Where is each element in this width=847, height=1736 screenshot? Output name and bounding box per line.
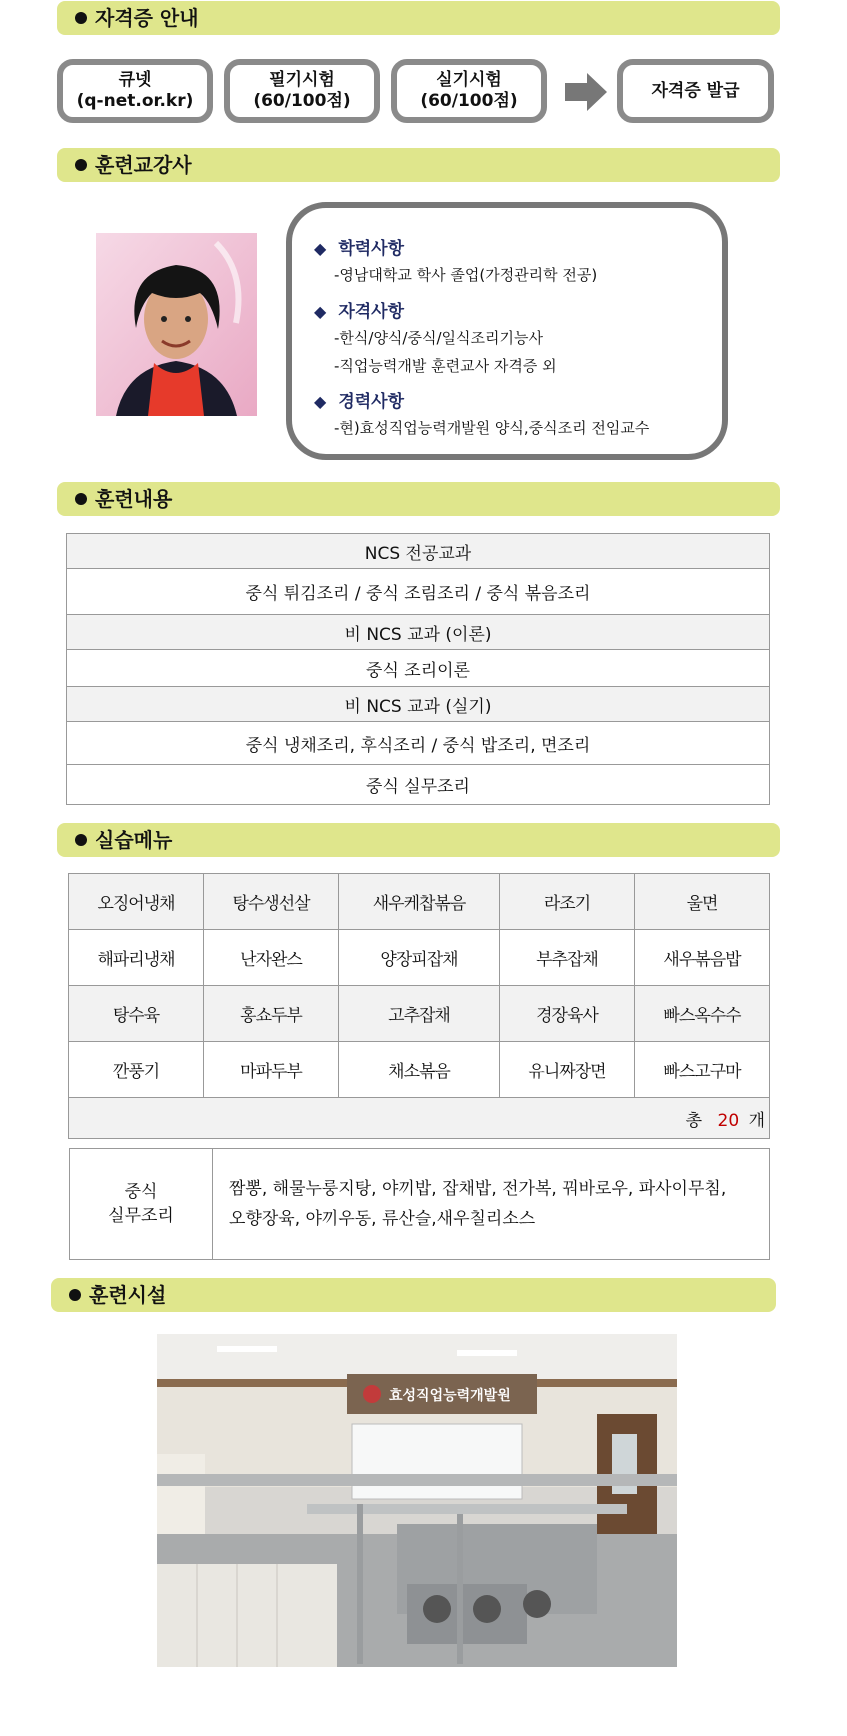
education-heading: ◆ 학력사항 xyxy=(314,239,405,259)
training-content-table xyxy=(66,533,770,805)
education-line: -영남대학교 학사 졸업(가정관리학 전공) xyxy=(334,266,598,284)
menu-cell: 라조기 xyxy=(499,874,634,930)
menu-cell: 마파두부 xyxy=(204,1042,339,1098)
menu-cell: 부추잡채 xyxy=(499,930,634,986)
diamond-icon: ◆ xyxy=(314,392,327,411)
menu-cell: 울면 xyxy=(634,874,769,930)
menu-total: 총 20 개 xyxy=(69,1098,770,1139)
bullet-icon xyxy=(75,159,87,171)
section-header-practice-menu: 실습메뉴 xyxy=(57,823,780,857)
section-header-training-content: 훈련내용 xyxy=(57,482,780,516)
menu-cell: 유니짜장면 xyxy=(499,1042,634,1098)
career-line: -현)효성직업능력개발원 양식,중식조리 전임교수 xyxy=(334,419,650,437)
menu-cell: 난자완스 xyxy=(204,930,339,986)
menu-cell: 탕수육 xyxy=(69,986,204,1042)
license-heading: ◆ 자격사항 xyxy=(314,302,405,322)
menu-cell: 새우볶음밥 xyxy=(634,930,769,986)
menu-cell: 깐풍기 xyxy=(69,1042,204,1098)
bullet-icon xyxy=(75,12,87,24)
instructor-photo xyxy=(96,233,257,416)
instructor-info-box xyxy=(286,202,728,460)
menu-cell: 빠스옥수수 xyxy=(634,986,769,1042)
menu-cell: 홍쇼두부 xyxy=(204,986,339,1042)
diamond-icon: ◆ xyxy=(314,302,327,321)
menu-cell: 오징어냉채 xyxy=(69,874,204,930)
flow-step-qnet: 큐넷 (q-net.or.kr) xyxy=(57,59,213,123)
practice-menu-table xyxy=(68,873,770,1139)
bullet-icon xyxy=(75,493,87,505)
menu-cell: 고추잡채 xyxy=(339,986,500,1042)
table-row: NCS 전공교과 xyxy=(67,534,770,569)
menu-cell: 새우케찹볶음 xyxy=(339,874,500,930)
table-row: 중식 냉채조리, 후식조리 / 중식 밥조리, 면조리 xyxy=(67,722,770,765)
menu-cell: 탕수생선살 xyxy=(204,874,339,930)
practical-cooking-table xyxy=(69,1148,770,1260)
flow-step-practical-exam: 실기시험 (60/100점) xyxy=(391,59,547,123)
table-row: 중식 조리이론 xyxy=(67,650,770,687)
license-line: -한식/양식/중식/일식조리기능사 xyxy=(334,329,543,347)
menu-cell: 경장육사 xyxy=(499,986,634,1042)
menu-total-count: 20 xyxy=(717,1110,740,1131)
license-line: -직업능력개발 훈련교사 자격증 외 xyxy=(334,357,557,375)
flow-step-written-exam: 필기시험 (60/100점) xyxy=(224,59,380,123)
facility-sign-text: 효성직업능력개발원 xyxy=(389,1388,511,1404)
diamond-icon: ◆ xyxy=(314,239,327,258)
arrow-right-icon xyxy=(565,73,607,111)
section-header-facility: 훈련시설 xyxy=(51,1278,776,1312)
facility-photo xyxy=(157,1334,677,1667)
table-row: 비 NCS 교과 (이론) xyxy=(67,615,770,650)
table-row: 중식 실무조리 xyxy=(67,765,770,805)
menu-cell: 빠스고구마 xyxy=(634,1042,769,1098)
flow-step-certificate-issue: 자격증 발급 xyxy=(617,59,774,123)
menu-cell: 채소볶음 xyxy=(339,1042,500,1098)
section-header-certificate: 자격증 안내 xyxy=(57,1,780,35)
practice-items: 짬뽕, 해물누룽지탕, 야끼밥, 잡채밥, 전가복, 꿔바로우, 파사이무침, 오향장육, 야끼우동, 류산슬,새우칠리소스 xyxy=(213,1149,770,1260)
bullet-icon xyxy=(75,834,87,846)
menu-cell: 해파리냉채 xyxy=(69,930,204,986)
career-heading: ◆ 경력사항 xyxy=(314,392,405,412)
bullet-icon xyxy=(69,1289,81,1301)
practice-label: 중식 실무조리 xyxy=(70,1149,213,1260)
menu-cell: 양장피잡채 xyxy=(339,930,500,986)
section-header-instructor: 훈련교강사 xyxy=(57,148,780,182)
table-row: 중식 튀김조리 / 중식 조림조리 / 중식 볶음조리 xyxy=(67,569,770,615)
table-row: 비 NCS 교과 (실기) xyxy=(67,687,770,722)
